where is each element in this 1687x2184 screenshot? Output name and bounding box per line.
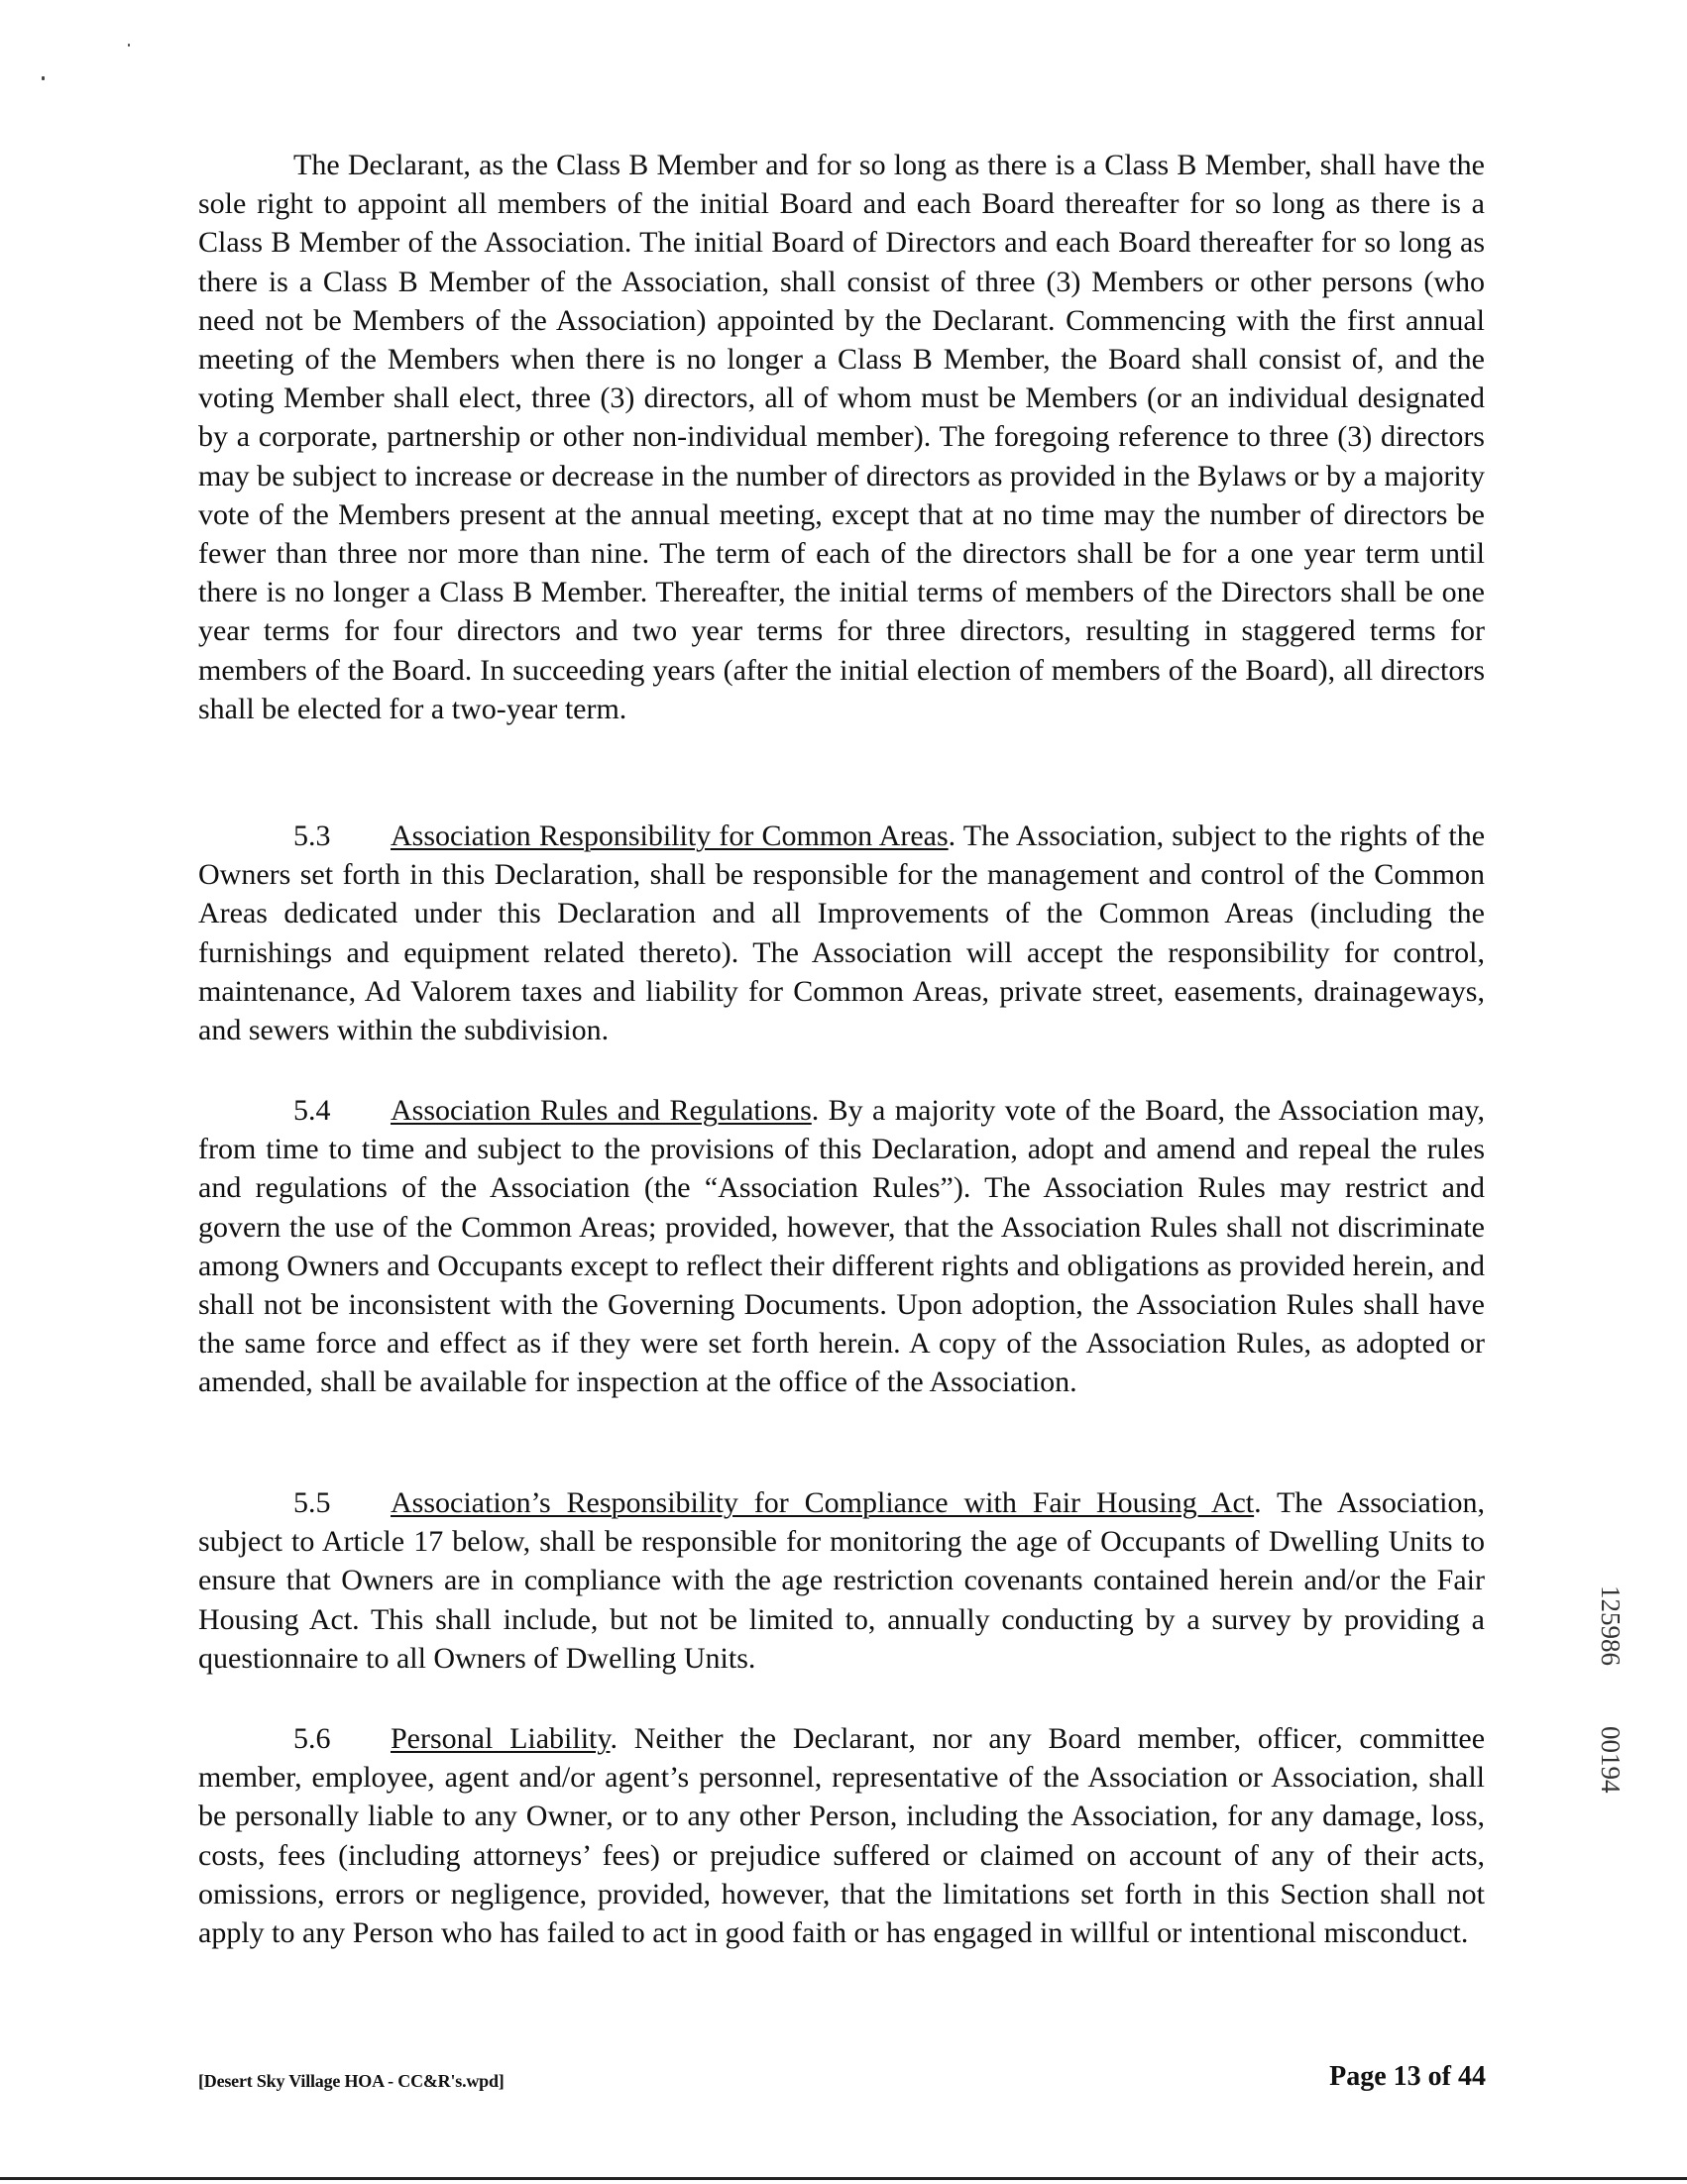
section-body: . The Association, subject to Article 17 below, shall be responsible for monitoring the age of Occupants of Dwelling Units to ensure that Owners are in compliance with the age restriction covenants contained herein and/or the Fair Housing Act. This shall include, but not be limited to, annually conducting by a survey by providing a questionnaire to all Owners of Dwelling Units. xyxy=(198,1486,1486,1675)
section-number: 5.4 xyxy=(293,1094,331,1127)
scan-speck xyxy=(128,44,130,47)
section-heading: Personal Liability xyxy=(391,1722,611,1755)
scan-bottom-edge xyxy=(0,2177,1687,2180)
recording-number-second: 00194 xyxy=(1596,1726,1626,1794)
section-heading: Association Rules and Regulations xyxy=(391,1094,812,1127)
section-heading: Association’s Responsibility for Compliance with Fair Housing Act xyxy=(391,1486,1255,1519)
section-5-4 xyxy=(198,1091,1485,1402)
section-body: . By a majority vote of the Board, the Association may, from time to time and subject to the provisions of this Declaration, adopt and amend and repeal the rules and regulations of the Association (the “Association Rules”). The Association Rules may restrict and govern the use of the Common Areas; provided, however, that the Association Rules shall not discriminate among Owners and Occupants except to reflect their different rights and obligations as provided herein, and shall not be inconsistent with the Governing Documents. Upon adoption, the Association Rules shall have the same force and effect as if they were set forth herein. A copy of the Association Rules, as adopted or amended, shall be available for inspection at the office of the Association. xyxy=(198,1094,1485,1399)
section-body: . The Association, subject to the rights of the Owners set forth in this Declaration, shall be responsible for the management and control of the Common Areas dedicated under this Declaration and all Improvements of the Common Areas (including the furnishings and equipment related thereto). The Association will accept the responsibility for control, maintenance, Ad Valorem taxes and liability for Common Areas, private street, easements, drainageways, and sewers within the subdivision. xyxy=(198,819,1486,1047)
section-number: 5.5 xyxy=(293,1486,331,1519)
scan-speck xyxy=(42,76,45,80)
recording-number-first: 125986 xyxy=(1596,1585,1626,1666)
section-heading: Association Responsibility for Common Areas xyxy=(391,819,949,852)
section-5-5 xyxy=(198,1483,1485,1678)
section-5-3 xyxy=(198,817,1485,1049)
section-number: 5.6 xyxy=(293,1722,331,1755)
page-number: Page 13 of 44 xyxy=(1329,2061,1486,2092)
section-body: . Neither the Declarant, nor any Board member, officer, committee member, employee, agent and/or agent’s personnel, representative of the Association or Association, shall be personally liable to any Owner, or to any other Person, including the Association, for any damage, loss, costs, fees (including attorneys’ fees) or prejudice suffered or claimed on account of any of their acts, omissions, errors or negligence, provided, however, that the limitations set forth in this Section shall not apply to any Person who has failed to act in good faith or has engaged in willful or intentional misconduct. xyxy=(198,1722,1486,1950)
section-5-6 xyxy=(198,1719,1485,1952)
intro-paragraph: The Declarant, as the Class B Member and for so long as there is a Class B Member, shall have the sole right to appoint all members of the initial Board and each Board thereafter for so long as there is a Class B Member of the Association. The initial Board of Directors and each Board thereafter for so long as there is a Class B Member of the Association, shall consist of three (3) Members or other persons (who need not be Members of the Association) appointed by the Declarant. Commencing with the first annual meeting of the Members when there is no longer a Class B Member, the Board shall consist of, and the voting Member shall elect, three (3) directors, all of whom must be Members (or an individual designated by a corporate, partnership or other non-individual member). The foregoing reference to three (3) directors may be subject to increase or decrease in the number of directors as provided in the Bylaws or by a majority vote of the Members present at the annual meeting, except that at no time may the number of directors be fewer than three nor more than nine. The term of each of the directors shall be for a one year term until there is no longer a Class B Member. Thereafter, the initial terms of members of the Directors shall be one year terms for four directors and two year terms for three directors, resulting in staggered terms for members of the Board. In succeeding years (after the initial election of members of the Board), all directors shall be elected for a two-year term. xyxy=(198,149,1485,725)
section-number: 5.3 xyxy=(293,819,331,852)
footer-filename: [Desert Sky Village HOA - CC&R's.wpd] xyxy=(198,2071,505,2091)
recording-stamp xyxy=(1590,1585,1630,1853)
